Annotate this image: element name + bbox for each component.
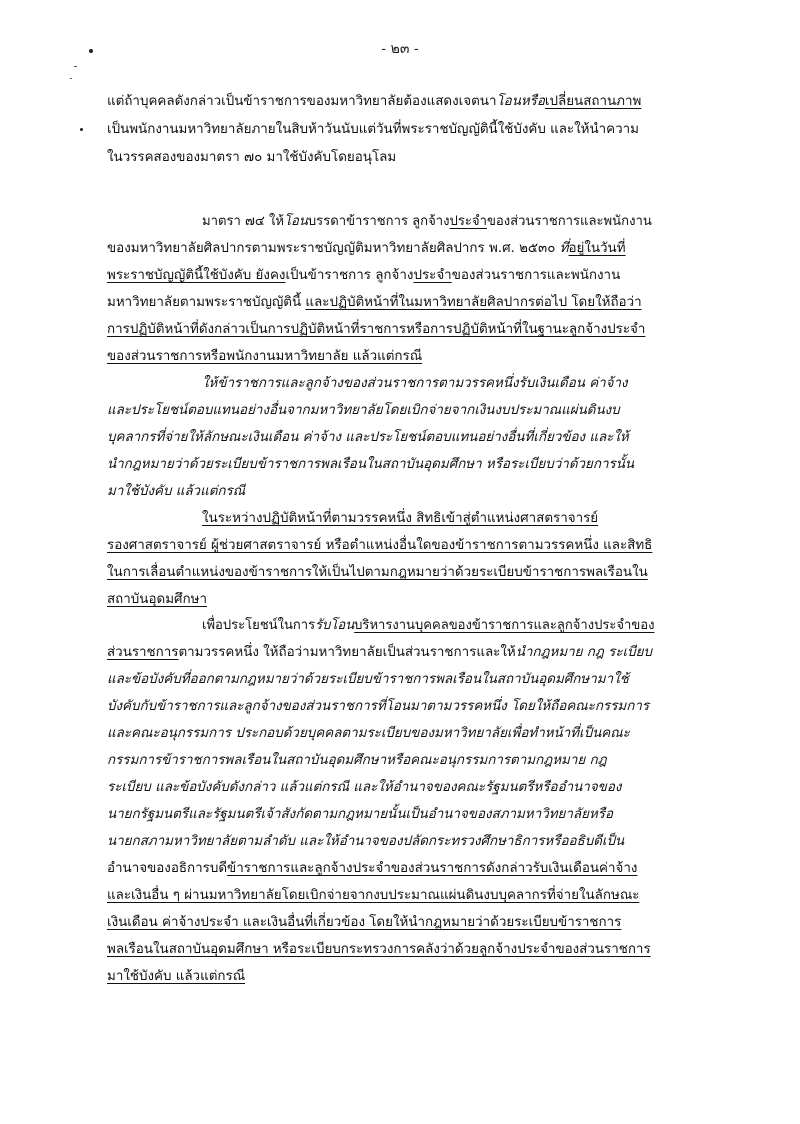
scan-speck — [80, 128, 83, 131]
text-segment: ของส่วนราชการและพนักงาน — [451, 268, 621, 283]
handwritten-text: กรรมการข้าราชการพลเรือนในสถาบันอุดมศึกษาหรือคณะอนุกรรมการตามกฎหมาย กฎ — [107, 753, 607, 768]
text-line — [107, 455, 634, 475]
underlined-text: รองศาสตราจารย์ ผู้ช่วยศาสตราจารย์ หรือตำแหน่งอื่นใดของข้าราชการตามวรรคหนึ่ง และสิทธิ — [107, 538, 653, 553]
text-line — [107, 886, 639, 906]
handwritten-text: นายกรัฐมนตรีและรัฐมนตรีเจ้าสังกัดตามกฎหมายนั้นเป็นอำนาจของสภามหาวิทยาลัยหรือ — [107, 807, 614, 822]
underlined-text: ส่วนราชการ — [107, 645, 179, 660]
handwritten-text: นำกฎหมายว่าด้วยระเบียบข้าราชการพลเรือนในสถาบันอุดมศึกษา หรือระเบียบว่าด้วยการนั้น — [107, 457, 635, 472]
handwritten-text: ระเบียบ และข้อบังคับดังกล่าว แล้วแต่กรณี และให้อำนาจของคณะรัฐมนตรีหรืออำนาจของ — [107, 780, 622, 795]
underlined-text: และเงินอื่น ๆ ผ่านมหาวิทยาลัยโดยเบิกจ่ายจากงบประมาณแผ่นดินงบบุคลากรที่จ่ายในลักษณะ — [107, 888, 640, 903]
handwritten-text: โอน — [283, 214, 308, 229]
text-segment: ตามวรรคหนึ่ง ให้ถือว่ามหาวิทยาลัยเป็นส่วนราชการและให้ — [178, 645, 516, 660]
text-segment: ในวรรคสองของมาตรา ๗๐ มาใช้บังคับโดยอนุโลม — [107, 150, 397, 165]
text-segment: มหาวิทยาลัยตามพระราชบัญญัตินี้ — [107, 295, 306, 310]
underlined-text: เงินเดือน ค่าจ้างประจำ และเงินอื่นที่เกี่ยวข้อง โดยให้นำกฎหมายว่าด้วยระเบียบข้าราชการ — [107, 915, 622, 930]
text-segment: เป็นข้าราชการ ลูกจ้าง — [285, 268, 414, 283]
underlined-text: ประจำ — [413, 268, 452, 283]
text-line — [202, 616, 654, 636]
underlined-text: บริหารงานบุคคลของข้าราชการและลูกจ้างประจำของ — [354, 618, 655, 633]
text-line — [107, 913, 621, 933]
text-line — [107, 940, 651, 960]
underlined-text: อยู่ในวันที่ — [568, 241, 626, 256]
handwritten-text: บุคลากรที่จ่ายให้ลักษณะเงินเดือน ค่าจ้าง และประโยชน์ตอบแทนอย่างอื่นที่เกี่ยวข้อง และให้ — [107, 430, 629, 445]
handwritten-text: โอนหรือ — [496, 94, 545, 109]
text-line — [107, 536, 652, 556]
text-segment: ของมหาวิทยาลัยศิลปากรตามพระราชบัญญัติมหาวิทยาลัยศิลปากร พ.ศ. ๒๕๓๐ — [107, 241, 560, 256]
underlined-text: เปลี่ยนสถานภาพ — [544, 94, 642, 109]
text-line — [107, 266, 620, 286]
text-line — [107, 320, 645, 340]
text-line — [107, 859, 637, 879]
underlined-text: พระราชบัญญัตินี้ใช้บังคับ ยังคง — [107, 268, 286, 283]
text-segment: เพื่อประโยชน์ในการ — [202, 618, 316, 633]
underlined-text: พลเรือนในสถาบันอุดมศึกษา หรือระเบียบกระทรวงการคลังว่าด้วยลูกจ้างประจำของส่วนราชการ — [107, 942, 651, 957]
handwritten-text: และคณะอนุกรรมการ ประกอบด้วยบุคคลตามระเบียบของมหาวิทยาลัยเพื่อทำหน้าที่เป็นคณะ — [107, 726, 630, 741]
text-line — [107, 293, 642, 313]
text-segment: เป็นพนักงานมหาวิทยาลัยภายในสิบห้าวันนับแต่วันที่พระราชบัญญัตินี้ใช้บังคับ และให้นำความ — [107, 122, 639, 137]
underlined-text: ในระหว่างปฏิบัติหน้าที่ตามวรรคหนึ่ง สิทธิเข้าสู่ตำแหน่งศาสตราจารย์ — [202, 511, 599, 526]
handwritten-text: และประโยชน์ตอบแทนอย่างอื่นจากมหาวิทยาลัยโดยเบิกจ่ายจากเงินงบประมาณแผ่นดินงบ — [107, 403, 620, 418]
text-segment: แต่ถ้าบุคคลดังกล่าวเป็นข้าราชการของมหาวิทยาลัยต้องแสดงเจตนา — [107, 94, 497, 109]
underlined-text: ข้าราชการและลูกจ้างประจำของส่วนราชการดังกล่าวรับเงินเดือนค่าจ้าง — [227, 861, 638, 876]
text-line — [202, 509, 598, 529]
handwritten-text: มาใช้บังคับ แล้วแต่กรณี — [107, 484, 246, 499]
text-line — [107, 482, 245, 502]
handwritten-text: ให้ข้าราชการและลูกจ้างของส่วนราชการตามวรรคหนึ่งรับเงินเดือน ค่าจ้าง — [202, 376, 628, 391]
underlined-text: และปฏิบัติหน้าที่ในมหาวิทยาลัยศิลปากรต่อไป โดยให้ถือว่า — [305, 295, 642, 310]
text-line — [107, 670, 629, 690]
underlined-text: ของส่วนราชการหรือพนักงานมหาวิทยาลัย แล้วแต่กรณี — [107, 349, 423, 364]
underlined-text: การปฏิบัติหน้าที่ดังกล่าวเป็นการปฏิบัติหน้าที่ราชการหรือการปฏิบัติหน้าที่ในฐานะลูกจ้างประจำ — [107, 322, 646, 337]
scan-speck — [70, 78, 72, 79]
text-line — [107, 778, 621, 798]
text-line — [107, 120, 639, 140]
handwritten-text: รับโอน — [315, 618, 355, 633]
text-line — [107, 347, 422, 367]
scan-speck — [74, 66, 77, 67]
handwritten-text: บังคับกับข้าราชการและลูกจ้างของส่วนราชการที่โอนมาตามวรรคหนึ่ง โดยให้ถือคณะกรรมการ — [107, 699, 650, 714]
handwritten-text: และข้อบังคับที่ออกตามกฎหมายว่าด้วยระเบียบข้าราชการพลเรือนในสถาบันอุดมศึกษามาใช้ — [107, 672, 629, 687]
handwritten-text: ที่ — [559, 241, 569, 256]
underlined-text: มาใช้บังคับ แล้วแต่กรณี — [107, 969, 246, 984]
underlined-text: สถาบันอุดมศึกษา — [107, 592, 207, 607]
text-line — [107, 697, 649, 717]
text-line — [107, 148, 396, 168]
text-line — [202, 212, 652, 232]
text-segment: อำนาจของอธิการบดี — [107, 861, 228, 876]
text-segment: บรรดาข้าราชการ ลูกจ้าง — [307, 214, 450, 229]
text-line — [107, 724, 630, 744]
underlined-text: ประจำ — [449, 214, 487, 229]
text-line — [107, 401, 620, 421]
text-line — [107, 832, 624, 852]
text-line — [107, 967, 245, 987]
scan-speck — [89, 49, 93, 53]
text-line — [107, 751, 607, 771]
text-line — [107, 239, 626, 259]
text-line — [107, 92, 641, 112]
text-line — [107, 643, 652, 663]
text-line — [107, 428, 629, 448]
underlined-text: ในการเลื่อนตำแหน่งของข้าราชการให้เป็นไปตามกฎหมายว่าด้วยระเบียบข้าราชการพลเรือนใน — [107, 565, 648, 580]
text-line — [107, 590, 207, 610]
handwritten-text: นำกฎหมาย กฎ ระเบียบ — [515, 645, 652, 660]
page-number: - ๒๓ - — [381, 41, 419, 57]
text-line — [107, 805, 613, 825]
handwritten-text: นายกสภามหาวิทยาลัยตามลำดับ และให้อำนาจของปลัดกระทรวงศึกษาธิการหรืออธิบดีเป็น — [107, 834, 625, 849]
text-segment: ของส่วนราชการและพนักงาน — [486, 214, 652, 229]
text-line — [202, 374, 628, 394]
text-line — [107, 563, 648, 583]
text-segment: มาตรา ๗๔ ให้ — [202, 214, 284, 229]
